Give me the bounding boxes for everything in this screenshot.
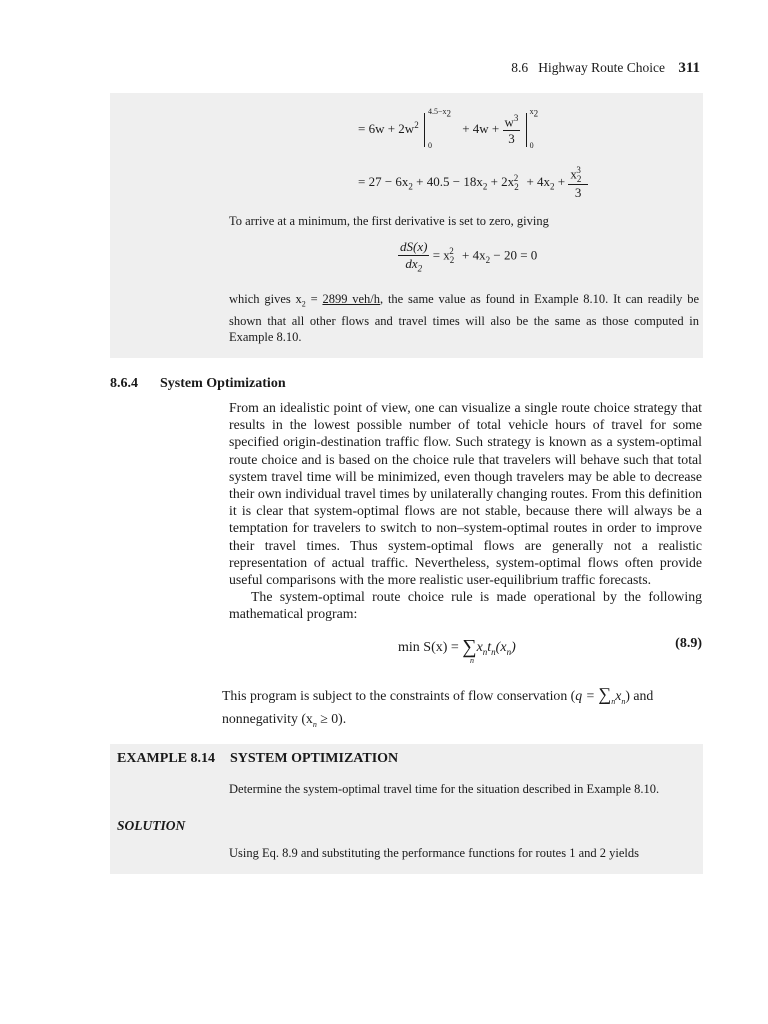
derivative-sentence: To arrive at a minimum, the first derivative is set to zero, giving	[229, 214, 549, 228]
eq1-mid: + 4w +	[462, 121, 500, 137]
header-title: Highway Route Choice	[538, 60, 665, 75]
constraint-text-a: This program is subject to the constraints of flow conservation (	[222, 688, 576, 703]
eq-sum-index: n	[470, 656, 474, 665]
eq3-den: dx	[405, 256, 418, 271]
eq2-frac-den: 3	[574, 184, 582, 200]
nonneg-text-a: nonnegativity (x	[222, 711, 313, 726]
eq3-rhs-c: − 20 = 0	[490, 247, 538, 263]
eq1-fraction: $\frac{w^3}{3}$	[504, 113, 519, 147]
solution-label: SOLUTION	[117, 818, 186, 833]
eq-term-close: )	[511, 640, 516, 655]
example-statement: Determine the system-optimal travel time for the situation described in Example 8.10.	[229, 782, 660, 796]
eval-bar-2: $x_2$ 0	[526, 113, 527, 147]
section-number: 8.6.4	[110, 376, 138, 391]
equation-expanded-sum: = $27 - 6x_2 + 40.5 - 18x_2 + 2x_2^2 + 4x_2$ + $\frac{x_2^3}{3}$	[358, 165, 588, 201]
eq-sum-symbol: ∑	[462, 636, 477, 658]
eq3-rhs-b: + 4x	[458, 247, 486, 263]
eq2-frac-num: x	[570, 166, 577, 182]
constraint-q: q =	[575, 688, 599, 703]
eq2-part-b: + 40.5 − 18x	[412, 173, 483, 189]
eval-bar-1: $4.5-x_2$ 0	[424, 113, 425, 147]
equation-8-9: $\min S(x) = \sum x_nt_n(x_n)$ n	[398, 636, 516, 665]
eq-term-x: x	[476, 640, 483, 655]
eq2-part-c: + 2x	[487, 173, 515, 189]
equation-derivative: $\frac{dS(x)}{dx_2}$ = $x_2^2 + 4x_2 - 20 = 0$	[400, 239, 538, 274]
section-heading	[110, 376, 286, 392]
solution-text: Using Eq. 8.9 and substituting the performance functions for routes 1 and 2 yields	[229, 846, 639, 860]
section-title: System Optimization	[160, 376, 286, 391]
eq2-part-a: = 27 − 6x	[358, 173, 409, 189]
constraint-sum: ∑	[598, 684, 612, 704]
eq1-upper-limit-1: 4.5−x	[427, 107, 447, 117]
body-text	[229, 399, 702, 623]
eq2-part-d: + 4x	[523, 173, 551, 189]
eq1-lower-limit-1: 0	[427, 141, 432, 151]
eq1-lhs: = 6w + 2w	[358, 121, 415, 137]
eq3-fraction: $\frac{dS(x)}{dx_2}$	[400, 239, 428, 274]
eq2-part-e: +	[554, 173, 566, 189]
eq-term-xn: (x	[495, 640, 507, 655]
paragraph-1: From an idealistic point of view, one can visualize a single route choice strategy that results in the lowest possible number of total vehicle hours of travel for some specified origin-destination traffic flow. Such strategy is known as a system-optimal route choice and is based on the choice rule that travelers will behave such that total system travel time will be minimized, even though travelers may be able to decrease their own individual travel times by unilaterally changing routes. From this definition it is clear that system-optimal flows are not stable, because there will always be a temptation for travelers to switch to non–system-optimal routes in order to improve their travel times. Thus system-optimal flows are generally not a realistic representation of actual traffic. Nevertheless, system-optimal flows often provide useful comparisons with the more realistic user-equilibrium traffic forecasts.	[229, 400, 702, 588]
constraint-line-2: nonnegativity $(x_n \ge 0)$.	[222, 711, 347, 729]
paragraph-2: The system-optimal route choice rule is made operational by the following mathematical program:	[229, 589, 702, 622]
equation-integral-evaluation: = $6w + 2w^2$ $4.5-x_2$ 0 + 4w + $\frac{w^3}{3}$ $x_2$ 0	[358, 107, 539, 151]
result-post: , the same value as found in Example 8.10. It can readily be shown that all other flows and travel times will also be the same as those computed in Example 8.10.	[229, 292, 699, 344]
equation-label: (8.9)	[675, 636, 702, 651]
eq1-frac-den: 3	[508, 131, 515, 147]
eq2-fraction: $\frac{x_2^3}{3}$	[568, 165, 588, 201]
eq-min: min S(x) =	[398, 640, 463, 655]
result-value: 2899 veh/h	[322, 292, 381, 306]
result-pre: which gives x	[229, 292, 302, 306]
constraint-line-1: This program is subject to the constraints of flow conservation $(q = \sum_nx_n)$ and	[222, 684, 654, 706]
eq1-upper-limit-2: x	[529, 107, 534, 117]
example-continuation-box	[110, 93, 703, 358]
constraint-x: x	[615, 688, 622, 703]
result-eq: =	[305, 292, 323, 306]
header-section: 8.6	[511, 60, 529, 75]
eq1-frac-num: w	[504, 114, 514, 130]
constraint-text-b: ) and	[625, 688, 654, 703]
eq3-num: dS(x)	[400, 239, 428, 254]
eq3-rhs-a: = x	[432, 247, 450, 263]
example-box	[110, 744, 703, 874]
page-number: 311	[678, 60, 700, 76]
example-title: SYSTEM OPTIMIZATION	[230, 751, 399, 766]
eq1-lower-limit-2: 0	[529, 141, 534, 151]
running-header	[511, 60, 700, 77]
result-paragraph: which gives $x_2 = 2899$ veh/h, the same value as found in Example 8.10. It can readily be shown that all other flows and travel times will also be the same as those computed in Example 8.10.	[229, 292, 699, 344]
eq-term-t: t	[487, 640, 492, 655]
example-label: EXAMPLE 8.14	[117, 751, 215, 766]
nonneg-text-b: ≥ 0).	[316, 711, 347, 726]
